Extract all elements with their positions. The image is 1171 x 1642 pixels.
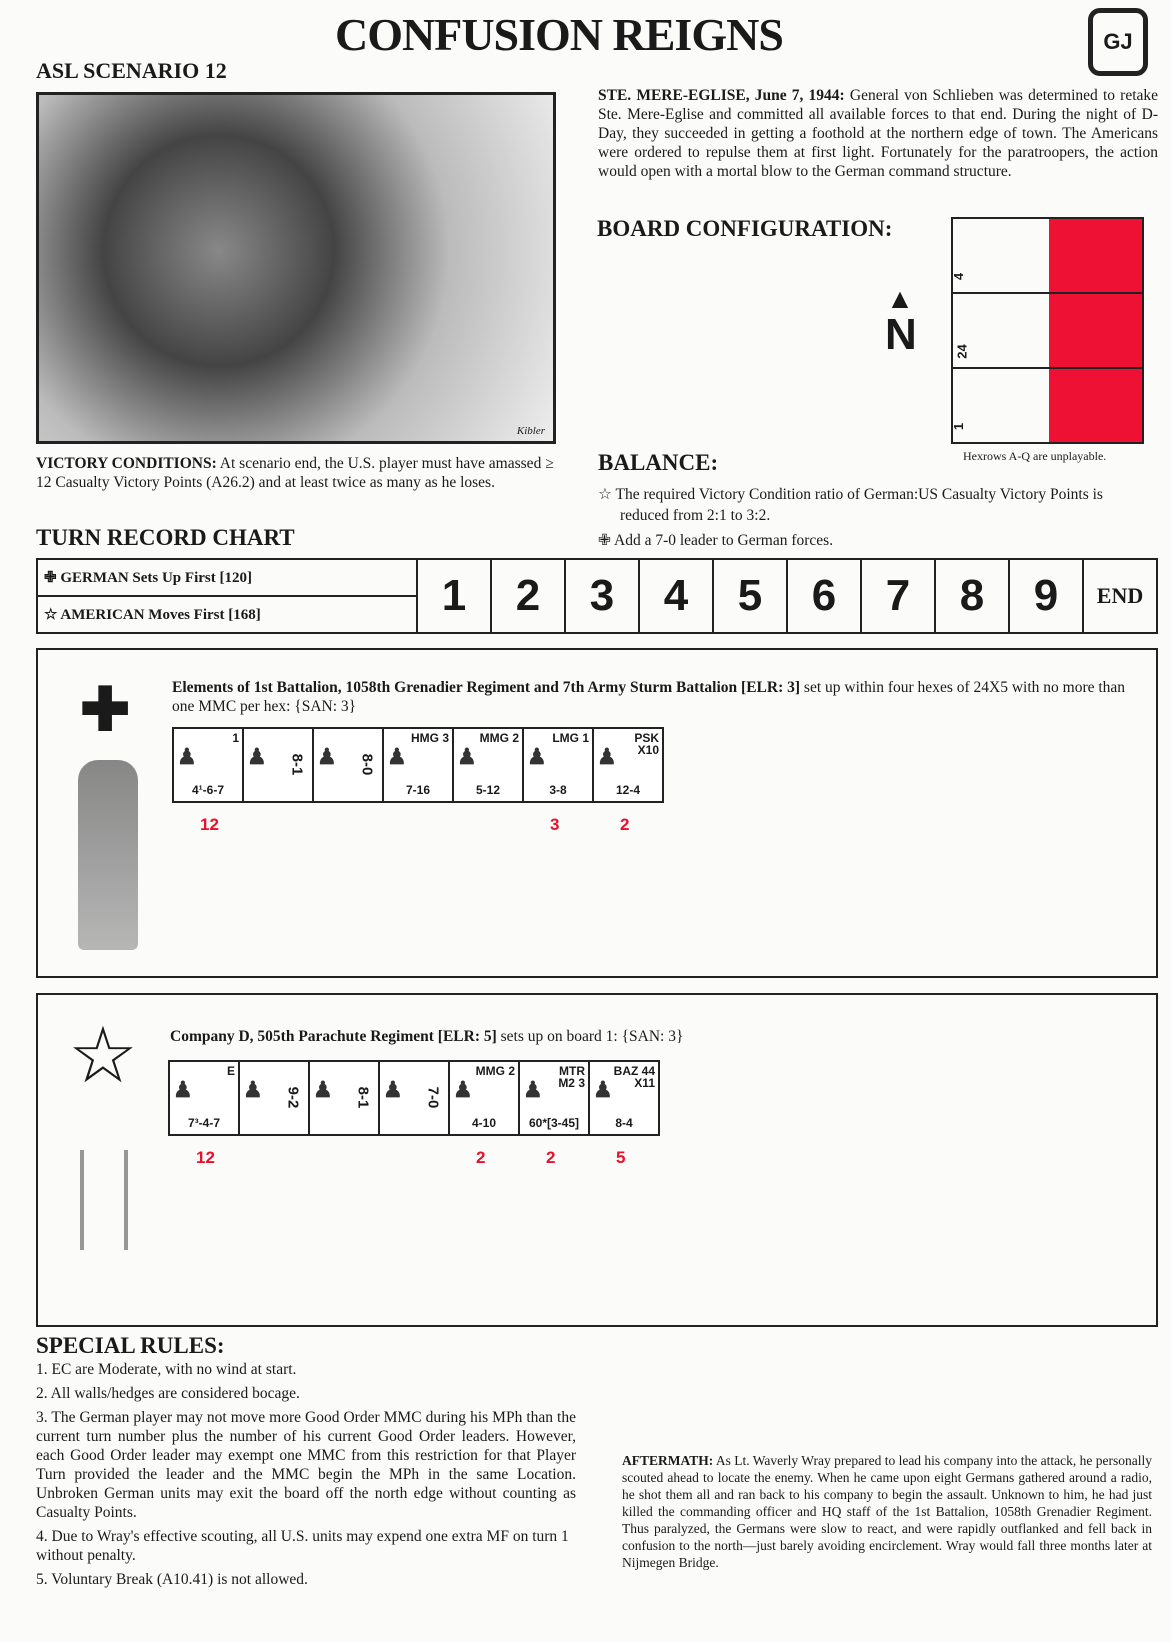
unit-counter xyxy=(518,1060,590,1167)
turn-end: END xyxy=(1096,583,1144,608)
north-arrow xyxy=(885,285,915,357)
special-rules-heading: SPECIAL RULES: xyxy=(36,1333,225,1358)
unit-figure-icon: ♟ xyxy=(387,744,407,769)
german-oob xyxy=(36,648,1158,978)
counter-top: HMG 3 xyxy=(410,731,449,745)
intro xyxy=(598,86,1158,181)
counter-quantity: 5 xyxy=(616,1148,626,1167)
unit-figure-icon: ♟ xyxy=(453,1077,473,1102)
unit-counter xyxy=(238,1060,310,1136)
unit-counter xyxy=(378,1060,450,1136)
intro-text: General von Schlieben was determined to retake Ste. Mere-Eglise and committed all available forces to that end. During the night of D-Day, they succeeded in getting a foothold at the northern edge of town. The Americans were ordered to repulse them at first light. Fortunately for the paratroopers, the action would open with a mortal blow to the German command structure. xyxy=(598,87,1159,180)
counter-top: MTR M2 3 xyxy=(558,1064,585,1090)
unit-figure-icon: ♟ xyxy=(313,1077,333,1102)
german-setup-instructions: set up within four hexes of 24X5 with no more than one MMC per hex: {SAN: 3} xyxy=(172,679,1126,715)
board-label: 24 xyxy=(954,344,970,359)
turn-8: 8 xyxy=(936,560,1010,632)
turn-record-chart xyxy=(36,558,1158,634)
counter-main: 4¹-6-7 xyxy=(191,783,224,797)
unit-figure-icon: ♟ xyxy=(247,744,267,769)
unit-counter xyxy=(308,1060,380,1136)
turn-2: 2 xyxy=(492,560,566,632)
counter-quantity: 2 xyxy=(620,815,630,834)
counter-quantity: 12 xyxy=(200,815,219,834)
publisher-logo: GJ xyxy=(1088,8,1148,76)
rule-3: 3. The German player may not move more Good Order MMC during his MPh than the current turn number plus the number of his current Good Order leaders. However, each Good Order leader may exempt one MMC from this restriction for that Player Turn provided the leader and the MMC begin the MPh in the same Location. Unbroken German units may exit the board off the north edge without counting as Casualty Points. xyxy=(36,1409,576,1521)
counter-top: E xyxy=(226,1064,235,1078)
unit-figure-icon: ♟ xyxy=(597,744,617,769)
counter-top: 1 xyxy=(232,731,239,745)
unit-counter xyxy=(588,1060,660,1167)
balance-german: ✙ Add a 7-0 leader to German forces. xyxy=(598,532,834,549)
board-label: 4 xyxy=(951,272,967,281)
unit-counter xyxy=(312,727,384,803)
unit-counter xyxy=(242,727,314,803)
counter-main: 4-10 xyxy=(471,1116,497,1130)
american-oob xyxy=(36,993,1158,1327)
counter-side: 8-1 xyxy=(288,753,306,776)
turn-3: 3 xyxy=(566,560,640,632)
rule-1: 1. EC are Moderate, with no wind at start. xyxy=(36,1361,297,1378)
trc-heading: TURN RECORD CHART xyxy=(36,525,295,550)
victory-conditions xyxy=(36,454,560,492)
unit-figure-icon: ♟ xyxy=(317,744,337,769)
counter-main: 5-12 xyxy=(475,783,501,797)
balance-list xyxy=(598,484,1138,551)
american-setup-text xyxy=(170,1027,1130,1046)
intro-lead: STE. MERE-EGLISE, June 7, 1944: xyxy=(598,87,845,104)
counter-side: 8-1 xyxy=(354,1086,372,1109)
unit-figure-icon: ♟ xyxy=(457,744,477,769)
victory-lead: VICTORY CONDITIONS: xyxy=(36,455,217,472)
turn-7: 7 xyxy=(862,560,936,632)
unit-counter xyxy=(382,727,454,803)
american-setup-instructions: sets up on board 1: {SAN: 3} xyxy=(496,1028,684,1045)
counter-top: BAZ 44 X11 xyxy=(613,1064,655,1090)
mortar-icon xyxy=(80,1150,128,1250)
unit-figure-icon: ♟ xyxy=(177,744,197,769)
unit-counter xyxy=(452,727,524,803)
german-counters xyxy=(172,727,662,834)
counter-main: 3-8 xyxy=(549,783,567,797)
turn-4: 4 xyxy=(640,560,714,632)
counter-main: 7-16 xyxy=(405,783,431,797)
scenario-title: CONFUSION REIGNS xyxy=(335,9,783,60)
counter-side: 7-0 xyxy=(424,1086,442,1109)
counter-main: 60*[3-45] xyxy=(528,1116,580,1130)
unit-figure-icon: ♟ xyxy=(173,1077,193,1102)
counter-top: PSK X10 xyxy=(634,731,659,757)
unit-counter xyxy=(448,1060,520,1167)
unit-figure-icon: ♟ xyxy=(527,744,547,769)
photo-credit: Kibler xyxy=(516,425,545,437)
rule-2: 2. All walls/hedges are considered bocage. xyxy=(36,1385,300,1402)
counter-main: 7³-4-7 xyxy=(187,1116,220,1130)
german-unit-heading: Elements of 1st Battalion, 1058th Grenadier Regiment and 7th Army Sturm Battalion [ELR: 3] xyxy=(172,679,801,696)
counter-main: 8-4 xyxy=(615,1116,633,1130)
unit-counter xyxy=(592,727,664,834)
unit-figure-icon: ♟ xyxy=(523,1077,543,1102)
board-heading: BOARD CONFIGURATION: xyxy=(597,216,893,241)
scenario-photo xyxy=(36,92,556,444)
german-setup: ✙ GERMAN Sets Up First [120] xyxy=(38,560,416,597)
star-icon: ☆ xyxy=(68,1012,138,1099)
rule-5: 5. Voluntary Break (A10.41) is not allowed. xyxy=(36,1571,308,1588)
special-rules xyxy=(36,1360,576,1594)
counter-top: LMG 1 xyxy=(552,731,589,745)
turn-1: 1 xyxy=(418,560,492,632)
board-label: 1 xyxy=(951,422,967,431)
counter-quantity: 2 xyxy=(546,1148,556,1167)
unit-figure-icon: ♟ xyxy=(243,1077,263,1102)
german-setup-text xyxy=(172,678,1132,716)
turn-6: 6 xyxy=(788,560,862,632)
balkenkreuz-icon: ✚ xyxy=(80,677,131,743)
counter-top: MMG 2 xyxy=(475,1064,515,1078)
balance-heading: BALANCE: xyxy=(598,450,719,475)
turn-9: 9 xyxy=(1010,560,1084,632)
arrow-up-icon: ▲ xyxy=(886,283,914,314)
aftermath-text: As Lt. Waverly Wray prepared to lead his company into the attack, he personally scouted ahead to locate the enemy. When he came upon eight Germans gathered around a radio, he shot them all and ran back to his company to begin the assault. Unknown to him, he had just killed the commanding officer and HQ staff of the 1st Battalion, 1058th Grenadier Regiment. Thus paralyzed, the Germans were slow to react, and were rapidly outflanked and fell back in confusion to the north—just barely avoiding encirclement. Wray would fall three months later at Nijmegen Bridge. xyxy=(622,1453,1152,1570)
north-label: N xyxy=(885,310,917,359)
unit-counter xyxy=(172,727,244,834)
unit-counter xyxy=(522,727,594,834)
board-note: Hexrows A-Q are unplayable. xyxy=(963,449,1107,463)
unit-figure-icon: ♟ xyxy=(593,1077,613,1102)
victory-text: At scenario end, the U.S. player must have amassed ≥ 12 Casualty Victory Points (A26.2) and at least twice as many as he loses. xyxy=(36,455,554,491)
board-configuration xyxy=(951,217,1144,444)
american-unit-heading: Company D, 505th Parachute Regiment [ELR: 5] xyxy=(170,1028,497,1045)
counter-side: 9-2 xyxy=(284,1086,302,1109)
german-soldier-icon xyxy=(78,760,138,950)
unit-counter xyxy=(168,1060,240,1167)
scenario-number: ASL SCENARIO 12 xyxy=(36,58,227,83)
counter-main: 12-4 xyxy=(615,783,641,797)
rule-4: 4. Due to Wray's effective scouting, all U.S. units may expend one extra MF on turn 1 without penalty. xyxy=(36,1528,569,1564)
counter-quantity: 3 xyxy=(550,815,560,834)
counter-side: 8-0 xyxy=(358,753,376,776)
counter-top: MMG 2 xyxy=(479,731,519,745)
american-moves: ☆ AMERICAN Moves First [168] xyxy=(44,607,261,623)
counter-quantity: 2 xyxy=(476,1148,486,1167)
unit-figure-icon: ♟ xyxy=(383,1077,403,1102)
american-counters xyxy=(168,1060,658,1167)
counter-quantity: 12 xyxy=(196,1148,215,1167)
turn-5: 5 xyxy=(714,560,788,632)
aftermath-lead: AFTERMATH: xyxy=(622,1453,714,1468)
aftermath xyxy=(622,1452,1152,1571)
balance-american: ☆ The required Victory Condition ratio of German:US Casualty Victory Points is reduced from 2:1 to 3:2. xyxy=(598,486,1103,524)
